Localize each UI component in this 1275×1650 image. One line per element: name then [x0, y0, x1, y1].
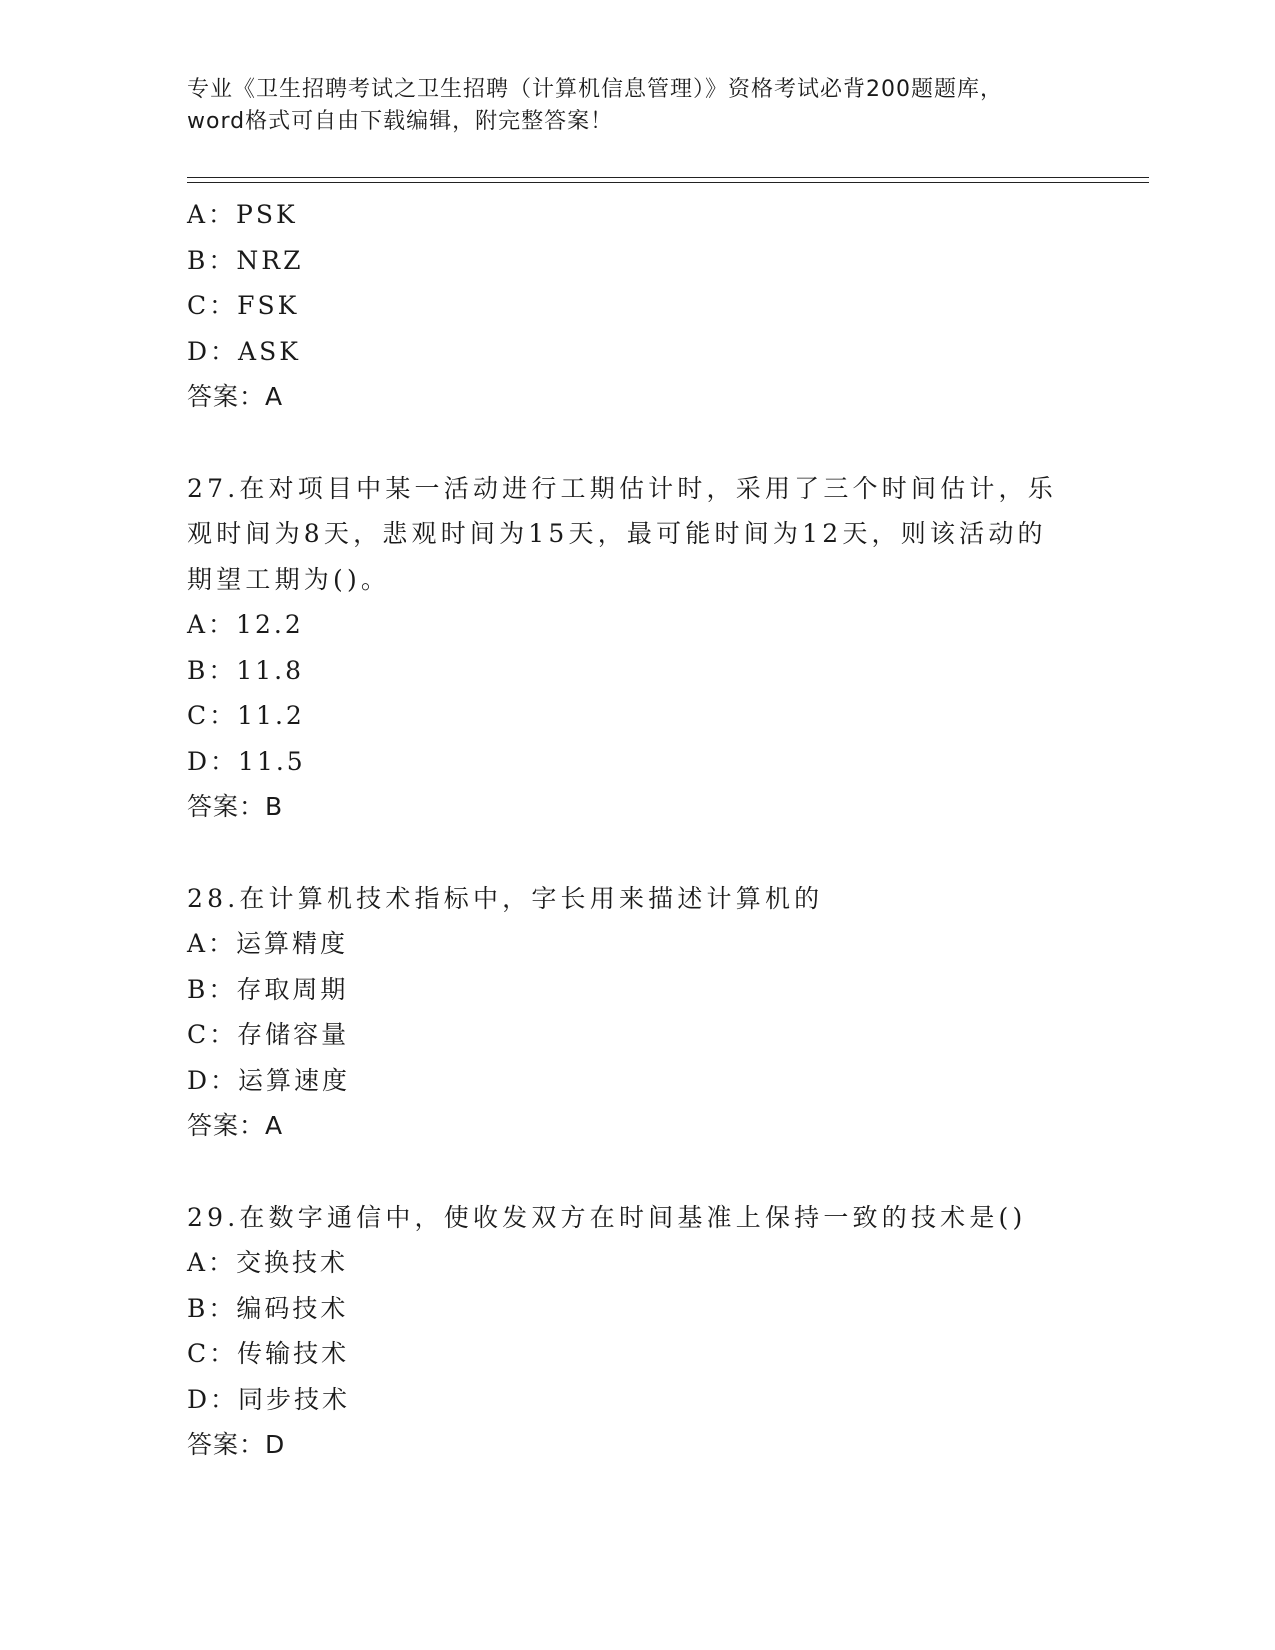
question-text: 27.在对项目中某一活动进行工期估计时，采用了三个时间估计，乐观时间为8天，悲观时间为15天，最可能时间为12天，则该活动的期望工期为()。	[187, 473, 1057, 594]
header-title-line2: word格式可自由下载编辑，附完整答案！	[187, 109, 614, 134]
option-b: B：存取周期	[187, 974, 349, 1004]
answer-line: 答案：B	[187, 792, 284, 821]
option-c: C：存储容量	[187, 1020, 350, 1049]
header-title-line1: 专业《卫生招聘考试之卫生招聘（计算机信息管理）》资格考试必背200题题库，	[187, 77, 1003, 102]
option-d: D：运算速度	[187, 1065, 351, 1095]
option-c: C：FSK	[187, 291, 300, 320]
question-text: 29.在数字通信中，使收发双方在时间基准上保持一致的技术是()	[187, 1202, 1027, 1232]
question-block	[187, 192, 1087, 420]
option-a: A：PSK	[187, 200, 298, 229]
option-b: B：编码技术	[187, 1293, 349, 1323]
answer-line: 答案：D	[187, 1430, 286, 1459]
option-a: A：交换技术	[187, 1248, 349, 1277]
block-spacer	[187, 420, 1087, 466]
question-text: 28.在计算机技术指标中，字长用来描述计算机的	[187, 883, 824, 913]
option-c: C：11.2	[187, 701, 305, 730]
answer-line: 答案：A	[187, 382, 284, 411]
question-block	[187, 1195, 1087, 1468]
option-b: B：11.8	[187, 655, 305, 685]
header-divider-top	[187, 177, 1149, 178]
option-d: D：ASK	[187, 336, 301, 366]
question-block	[187, 876, 1087, 1149]
question-list	[187, 192, 1087, 1468]
option-b: B：NRZ	[187, 245, 304, 275]
option-a: A：12.2	[187, 610, 304, 639]
answer-line: 答案：A	[187, 1111, 284, 1140]
option-c: C：传输技术	[187, 1339, 350, 1368]
block-spacer	[187, 1149, 1087, 1195]
block-spacer	[187, 830, 1087, 876]
question-block	[187, 466, 1087, 830]
option-d: D：11.5	[187, 746, 306, 776]
document-header	[187, 74, 1087, 138]
option-a: A：运算精度	[187, 929, 349, 958]
header-divider-bottom	[187, 182, 1149, 183]
option-d: D：同步技术	[187, 1384, 351, 1414]
